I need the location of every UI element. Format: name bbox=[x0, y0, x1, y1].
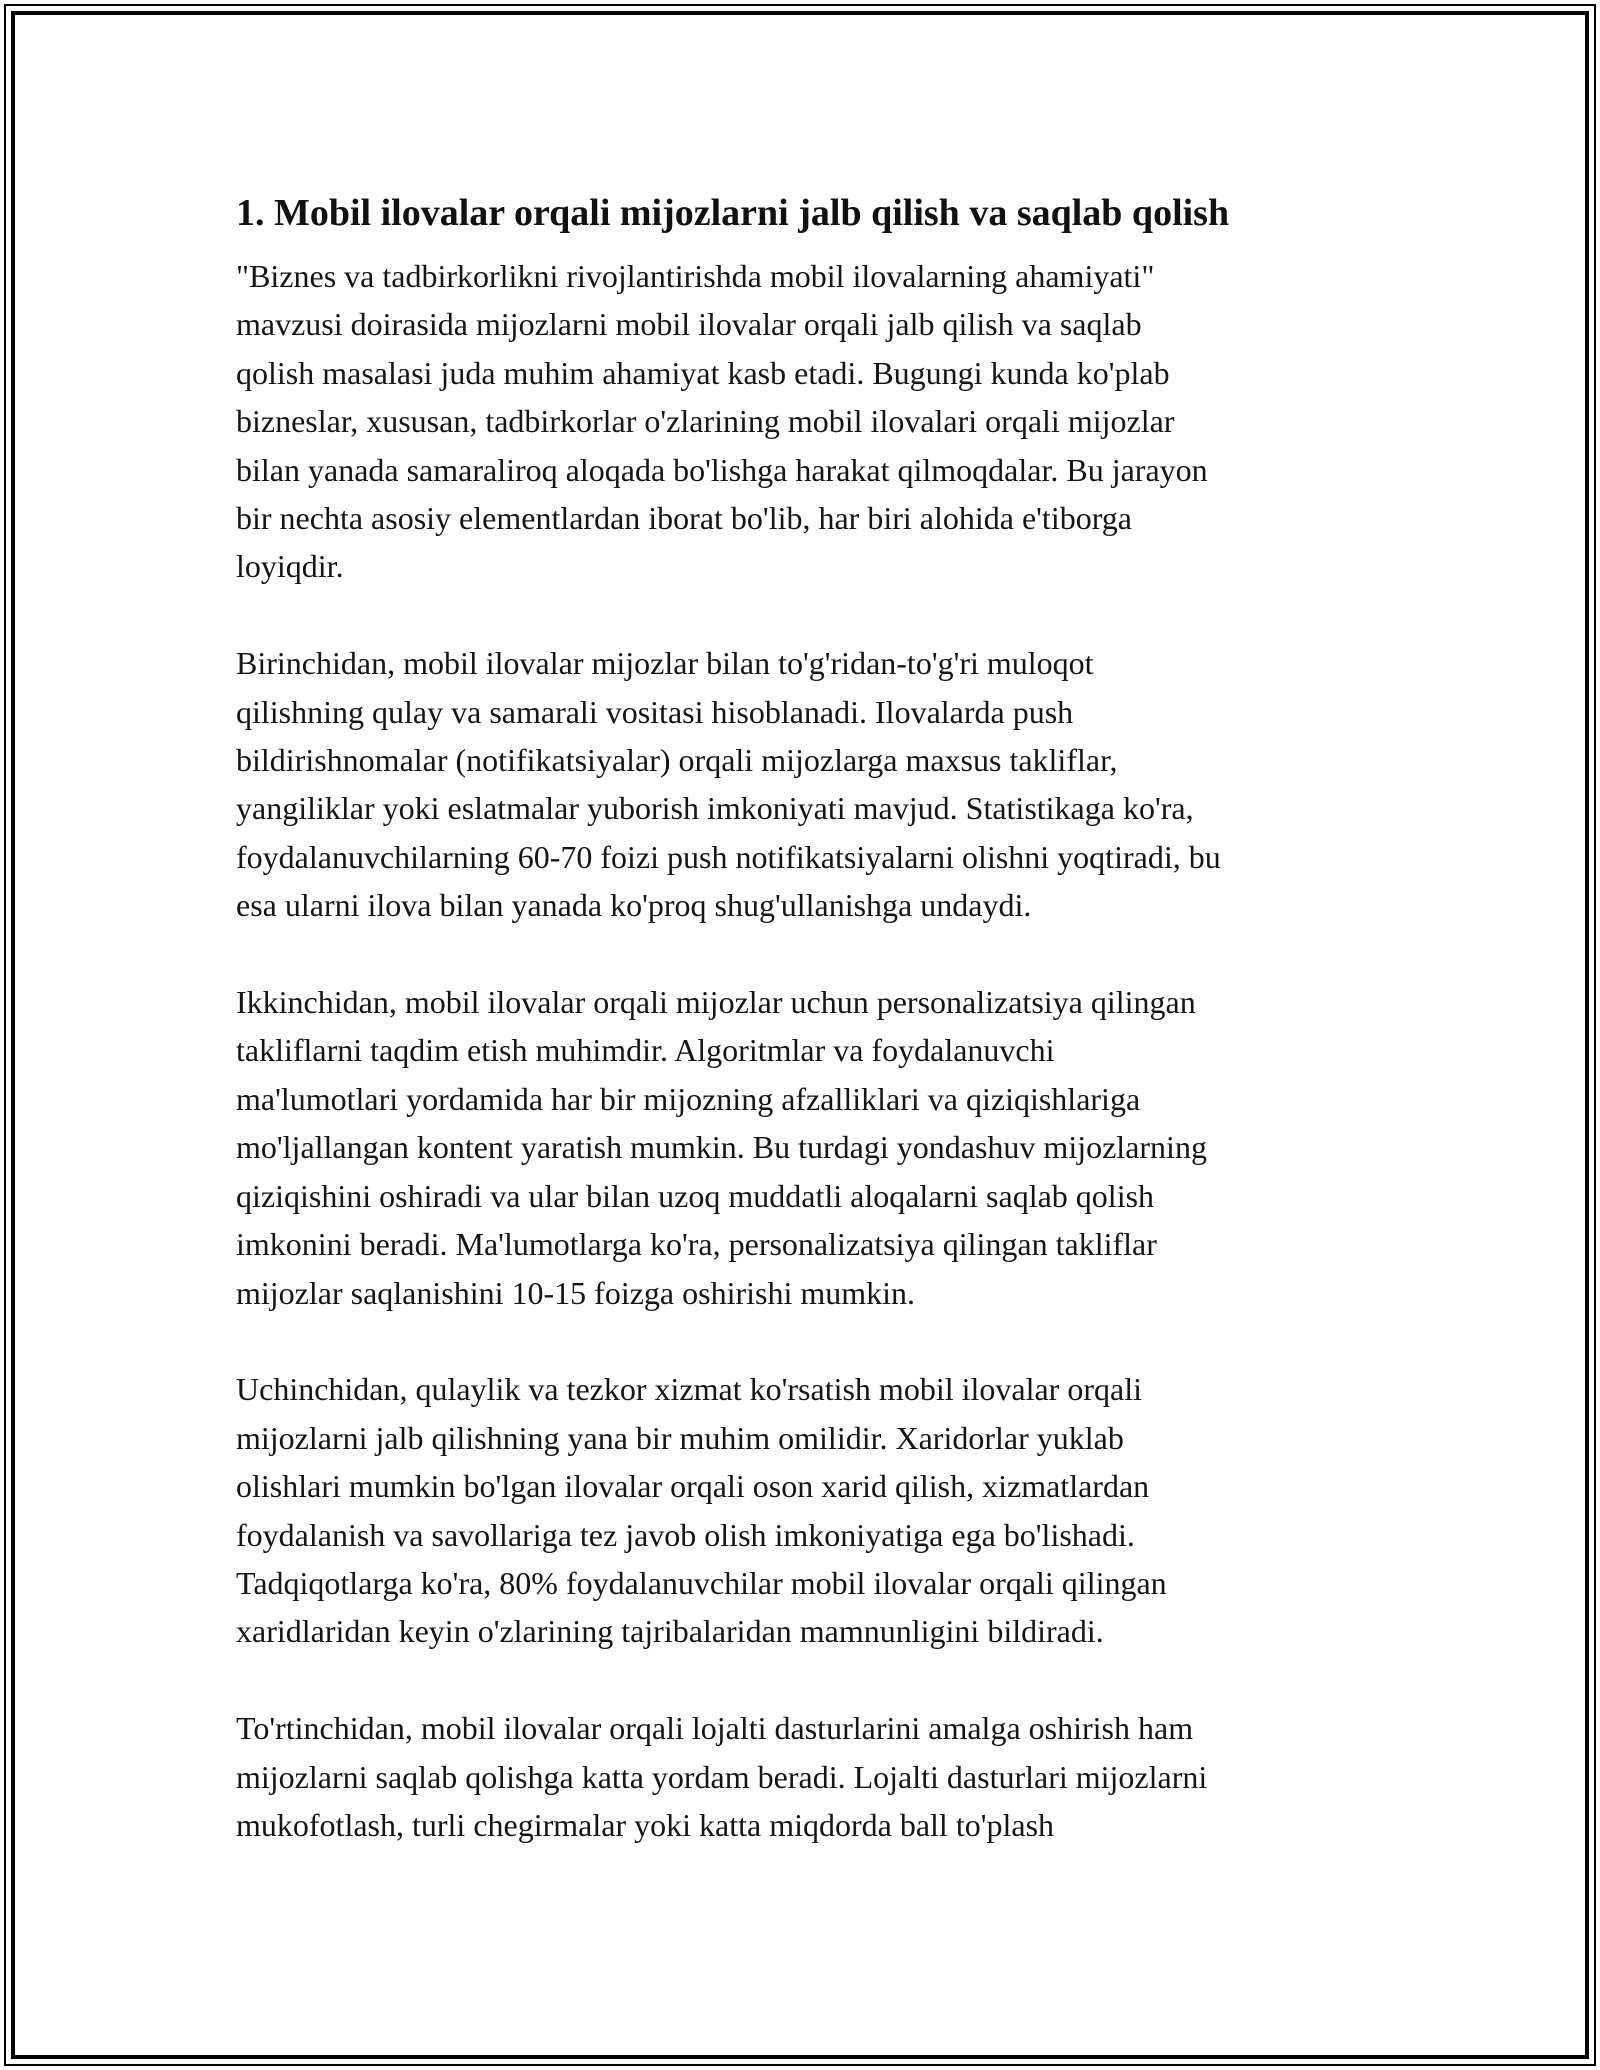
paragraph-second-point: Ikkinchidan, mobil ilovalar orqali mijozlar uchun personalizatsiya qilingan takliflarni taqdim etish muhimdir. Algoritmlar va foydalanuvchi ma'lumotlari yordamida har bir mijozning afzalliklari va qiziqishlariga mo'ljallangan kontent yaratish mumkin. Bu turdagi yondashuv mijozlarning qiziqishini oshiradi va ular bilan uzoq muddatli aloqalarni saqlab qolish imkonini beradi. Ma'lumotlarga ko'ra, personalizatsiya qilingan takliflar mijozlar saqlanishini 10-15 foizga oshirishi mumkin. bbox=[236, 984, 1207, 1311]
paragraph-first-point: Birinchidan, mobil ilovalar mijozlar bilan to'g'ridan-to'g'ri muloqot qilishning qulay va samarali vositasi hisoblanadi. Ilovalarda push bildirishnomalar (notifikatsiyalar) orqali mijozlarga maxsus takliflar, yangiliklar yoki eslatmalar yuborish imkoniyati mavjud. Statistikaga ko'ra, foydalanuvchilarning 60-70 foizi push notifikatsiyalarni olishni yoqtiradi, bu esa ularni ilova bilan yanada ko'proq shug'ullanishga undaydi. bbox=[236, 645, 1221, 924]
paragraph-intro: "Biznes va tadbirkorlikni rivojlantirishda mobil ilovalarning ahamiyati" mavzusi doirasida mijozlarni mobil ilovalar orqali jalb qilish va saqlab qolish masalasi juda muhim ahamiyat kasb etadi. Bugungi kunda ko'plab bizneslar, xususan, tadbirkorlar o'zlarining mobil ilovalari orqali mijozlar bilan yanada samaraliroq aloqada bo'lishga harakat qilmoqdalar. Bu jarayon bir nechta asosiy elementlardan iborat bo'lib, har biri alohida e'tiborga loyiqdir. bbox=[236, 258, 1208, 585]
section-heading: 1. Mobil ilovalar orqali mijozlarni jalb qilish va saqlab qolish bbox=[236, 192, 1230, 234]
paragraph-third-point: Uchinchidan, qulaylik va tezkor xizmat ko'rsatish mobil ilovalar orqali mijozlarni jalb qilishning yana bir muhim omilidir. Xaridorlar yuklab olishlari mumkin bo'lgan ilovalar orqali oson xarid qilish, xizmatlardan foydalanish va savollariga tez javob olish imkoniyatiga ega bo'lishadi. Tadqiqotlarga ko'ra, 80% foydalanuvchilar mobil ilovalar orqali qilingan xaridlaridan keyin o'zlarining tajribalaridan mamnunligini bildiradi. bbox=[236, 1371, 1167, 1650]
document-body bbox=[236, 184, 1376, 1849]
paragraph-fourth-point: To'rtinchidan, mobil ilovalar orqali lojalti dasturlarini amalga oshirish ham mijozlarni saqlab qolishga katta yordam beradi. Lojalti dasturlari mijozlarni mukofotlash, turli chegirmalar yoki katta miqdorda ball to'plash bbox=[236, 1710, 1208, 1843]
